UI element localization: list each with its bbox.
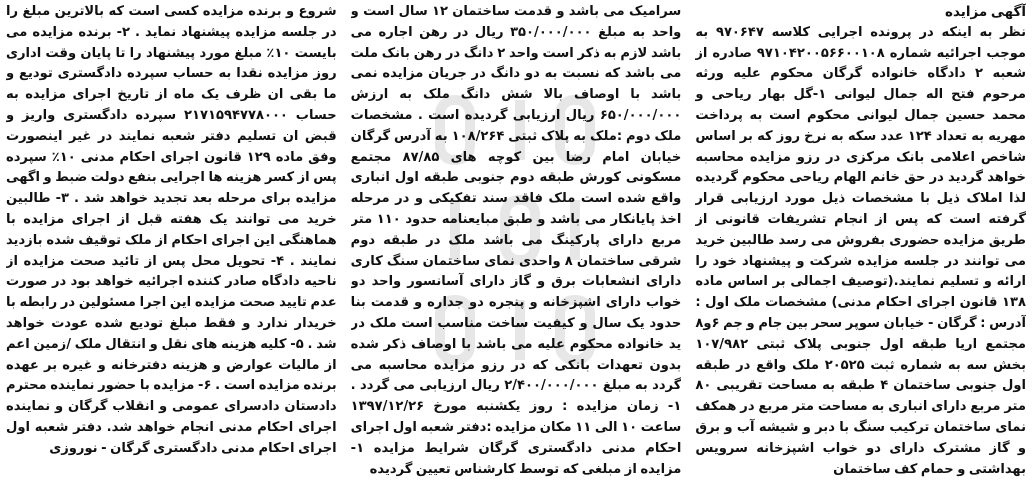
notice-column-middle-text: سرامیک می باشد و قدمت ساختمان ۱۲ سال است و واحد به مبلغ ۳۵۰/۰۰۰/۰۰۰ ریال در رهن اجاره می باشد لازم به ذکر است واحد ۲ دانگ در رهن بانک ملت می باشد که نسبت به دو دانگ در جریان مزایده نمی باشد با اوصاف بالا شش دانگ ملک به ارزش ۶۵۰/۰۰۰/۰۰۰ ریال ارزیابی گردیده است . مشخصات ملک دوم :ملک به پلاک ثبتی ۱۰۸/۲۶۴ به آدرس گرگان خیابان امام رضا بین کوچه های ۸۷/۸۵ مجتمع مسکونی کورش طبقه دوم جنوبی طبقه اول انباری واقع شده است ملک فاقد سند تفکیکی و در مرحله اخذ پایانکار می باشد و طبق مبایعنامه حدود ۱۱۰ متر مربع دارای پارکینگ می باشد ملک در طبقه دوم شرقی ساختمان ۸ واحدی نمای ساختمان سنگ کاری دارای انشعابات برق و گاز دارای آسانسور واحد دو خواب دارای اشپزخانه و پنجره دو جداره و قدمت بنا حدود یک سال و کیفیت ساخت مناسب است ملک در ید خانواده محکوم علیه می باشد با اوصاف ذکر شده بدون تعهدات بانکی که در رزو مزایده محاسبه می گردد به مبلغ ۲/۴۰۰/۰۰۰/۰۰۰ ریال ارزیابی می گردد . ۱- زمان مزایده : روز یکشنبه مورخ ۱۳۹۷/۱۲/۲۶ ساعت ۱۰ الی ۱۱ مکان مزایده :دفتر شعبه اول اجرای احکام مدنی دادگستری گرگان شرایط مزایده ۱- مزایده از مبلغی که توسط کارشناس تعیین گردیده: [350, 4, 682, 477]
notice-title: آگهی مزایده: [945, 4, 1026, 20]
notice-column-left-text: شروع و برنده مزایده کسی است که بالاترین مبلغ را در جلسه مزایده پیشنهاد نماید . ۲- برنده مزایده می بایست ۱۰٪ مبلغ مورد پیشنهاد را تا پایان وقت اداری روز مزایده نقدا به حساب سپرده دادگستری تودیع و ما بقی ان ظرف یک ماه از تاریخ اجرای مزایده به حساب ۲۱۷۱۵۹۴۷۷۸۰۰۰ سپرده دادگستری واریز و قبض ان تسلیم دفتر شعبه نمایند در غیر اینصورت وفق ماده ۱۲۹ قانون اجرای احکام مدنی ۱۰٪ سپرده پس از کسر هزینه ها اجرایی بنفع دولت ضبط و اگهی مزایده برای مرحله بعد تجدید خواهد شد . ۳- طالبین خرید می توانند یک هفته قبل از اجرای مزایده با هماهنگی این اجرای احکام از ملک توقیف شده بازدید نمایند . ۴- تحویل محل پس از تائید صحت مزایده از ناحیه دادگاه صادر کننده اجرائیه خواهد بود در صورت عدم تایید صحت مزایده این اجرا مسئولین در رابطه با خریدار ندارد و فقط مبلغ تودیع شده عودت خواهد شد . ۵- کلیه هزینه های نقل و انتقال ملک /زمین اعم از مالیات عوارض و هزینه دفترخانه و غیره بر عهده برنده مزایده است . ۶- مزایده با حضور نماینده محترم دادستان دادسرای عمومی و انقلاب گرگان و نماینده اجرای احکام مدنی انجام خواهد شد. دفتر شعبه اول اجرای احکام مدنی دادگستری گرگان - نوروزی: [5, 4, 337, 456]
notice-column-left: [6, 2, 337, 482]
notice-column-right: [695, 2, 1026, 482]
notice-column-middle: [351, 2, 682, 482]
notice-column-right-text: نظر به اینکه در پرونده اجرایی کلاسه ۹۷۰۶۴۷ به موجب اجرائیه شماره ۹۷۱۰۴۲۰۰۵۶۶۰۰۱۰۸ صادره از شعبه ۲ دادگاه خانواده گرگان محکوم علیه ورثه مرحوم فتح اله جمال لیوانی ۱-گل بهار ریاحی و محمد حسین جمال لیوانی محکوم است به پرداخت مهریه به تعداد ۱۲۴ عدد سکه به نرخ روز که بر اساس شاخص اعلامی بانک مرکزی در رزو مزایده محاسبه خواهد گردید در حق خانم الهام ریاحی محکوم گردیده لذا املاک ذیل با مشخصات ذیل مورد ارزیابی قرار گرفته است که پس از انجام تشریفات قانونی از طریق مزایده حضوری بفروش می رسد طالبین خرید می توانند در جلسه مزایده شرکت و پیشنهاد خود را ارائه و تسلیم نمایند.(توصیف اجمالی بر اساس ماده ۱۳۸ قانون اجرای احکام مدنی) مشخصات ملک اول : آدرس : گرگان - خیابان سوپر سحر بین جام و جم ۶و۸ مجتمع اریا طبقه اول جنوبی پلاک ثبتی ۱۰۷/۹۸۲ بخش سه به شماره ثبت ۲۰۵۲۵ ملک واقع در طبقه اول جنوبی ساختمان ۴ طبقه به مساحت تقریبی ۸۰ متر مربع دارای انباری به مساحت متر مربع در همکف نمای ساختمان ترکیب سنگ با دبر و شیشه آب و برق و گاز مشترک دارای دو خواب اشپزخانه سرویس بهداشتی و حمام کف ساختمان: [695, 24, 1026, 477]
